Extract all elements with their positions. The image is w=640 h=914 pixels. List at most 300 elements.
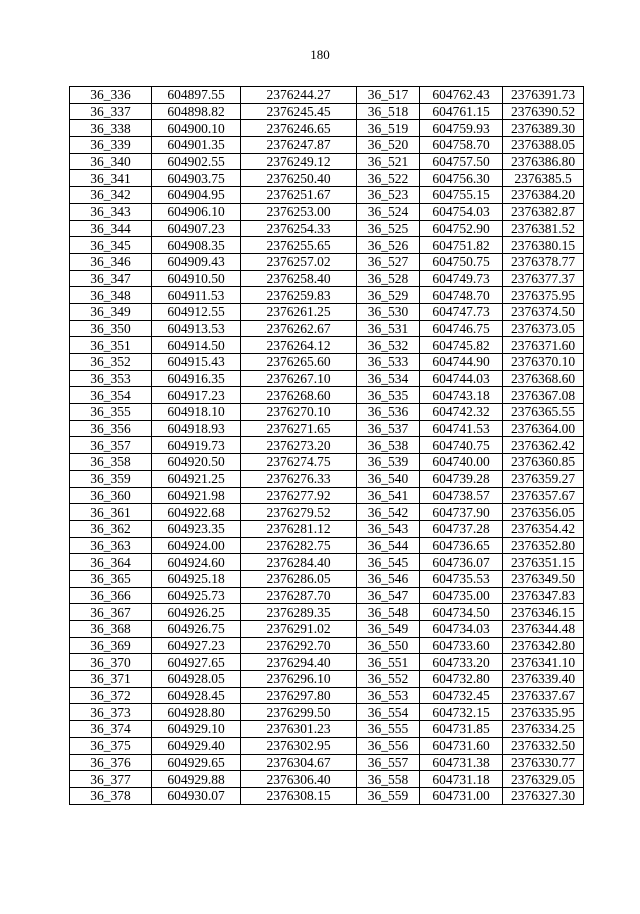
point-id-right-cell: 36_552 <box>357 671 420 688</box>
x-coordinate-cell: 604928.05 <box>152 671 241 688</box>
point-id-cell: 36_374 <box>70 721 152 738</box>
point-id-cell: 36_350 <box>70 320 152 337</box>
table-row <box>70 637 584 654</box>
table-row <box>70 387 584 404</box>
y-coordinate-right-cell: 2376390.52 <box>503 103 584 120</box>
x-coordinate-cell: 604920.50 <box>152 454 241 471</box>
y-coordinate-cell: 2376251.67 <box>241 187 357 204</box>
point-id-right-cell: 36_530 <box>357 303 420 320</box>
y-coordinate-right-cell: 2376373.05 <box>503 320 584 337</box>
table-row <box>70 754 584 771</box>
x-coordinate-cell: 604908.35 <box>152 237 241 254</box>
x-coordinate-cell: 604915.43 <box>152 354 241 371</box>
x-coordinate-cell: 604912.55 <box>152 303 241 320</box>
page-number: 180 <box>310 47 330 62</box>
point-id-right-cell: 36_544 <box>357 537 420 554</box>
y-coordinate-cell: 2376289.35 <box>241 604 357 621</box>
point-id-right-cell: 36_545 <box>357 554 420 571</box>
y-coordinate-right-cell: 2376370.10 <box>503 354 584 371</box>
point-id-right-cell: 36_517 <box>357 87 420 104</box>
y-coordinate-right-cell: 2376378.77 <box>503 253 584 270</box>
y-coordinate-right-cell: 2376381.52 <box>503 220 584 237</box>
table-row <box>70 220 584 237</box>
x-coordinate-right-cell: 604731.85 <box>420 721 503 738</box>
point-id-cell: 36_355 <box>70 404 152 421</box>
table-row <box>70 771 584 788</box>
x-coordinate-right-cell: 604747.73 <box>420 303 503 320</box>
table-row <box>70 537 584 554</box>
point-id-cell: 36_362 <box>70 520 152 537</box>
y-coordinate-right-cell: 2376334.25 <box>503 721 584 738</box>
table-row <box>70 253 584 270</box>
x-coordinate-cell: 604909.43 <box>152 253 241 270</box>
y-coordinate-right-cell: 2376354.42 <box>503 520 584 537</box>
y-coordinate-cell: 2376253.00 <box>241 203 357 220</box>
x-coordinate-right-cell: 604762.43 <box>420 87 503 104</box>
x-coordinate-right-cell: 604740.75 <box>420 437 503 454</box>
y-coordinate-cell: 2376259.83 <box>241 287 357 304</box>
x-coordinate-cell: 604902.55 <box>152 153 241 170</box>
y-coordinate-right-cell: 2376346.15 <box>503 604 584 621</box>
x-coordinate-right-cell: 604737.28 <box>420 520 503 537</box>
y-coordinate-cell: 2376304.67 <box>241 754 357 771</box>
x-coordinate-right-cell: 604733.60 <box>420 637 503 654</box>
table-row <box>70 437 584 454</box>
table-row <box>70 504 584 521</box>
y-coordinate-cell: 2376306.40 <box>241 771 357 788</box>
coordinates-table <box>69 86 584 805</box>
y-coordinate-right-cell: 2376391.73 <box>503 87 584 104</box>
y-coordinate-right-cell: 2376337.67 <box>503 687 584 704</box>
point-id-right-cell: 36_536 <box>357 404 420 421</box>
point-id-cell: 36_339 <box>70 137 152 154</box>
y-coordinate-cell: 2376276.33 <box>241 470 357 487</box>
point-id-right-cell: 36_558 <box>357 771 420 788</box>
y-coordinate-cell: 2376279.52 <box>241 504 357 521</box>
point-id-cell: 36_342 <box>70 187 152 204</box>
y-coordinate-right-cell: 2376362.42 <box>503 437 584 454</box>
x-coordinate-right-cell: 604731.00 <box>420 787 503 804</box>
x-coordinate-right-cell: 604749.73 <box>420 270 503 287</box>
point-id-cell: 36_357 <box>70 437 152 454</box>
x-coordinate-cell: 604904.95 <box>152 187 241 204</box>
point-id-right-cell: 36_519 <box>357 120 420 137</box>
point-id-right-cell: 36_524 <box>357 203 420 220</box>
y-coordinate-right-cell: 2376347.83 <box>503 587 584 604</box>
x-coordinate-cell: 604910.50 <box>152 270 241 287</box>
point-id-right-cell: 36_549 <box>357 621 420 638</box>
y-coordinate-right-cell: 2376388.05 <box>503 137 584 154</box>
x-coordinate-right-cell: 604739.28 <box>420 470 503 487</box>
table-row <box>70 170 584 187</box>
y-coordinate-right-cell: 2376329.05 <box>503 771 584 788</box>
y-coordinate-right-cell: 2376380.15 <box>503 237 584 254</box>
point-id-right-cell: 36_557 <box>357 754 420 771</box>
x-coordinate-right-cell: 604758.70 <box>420 137 503 154</box>
coordinates-table-body <box>70 87 584 805</box>
table-row <box>70 337 584 354</box>
x-coordinate-right-cell: 604731.60 <box>420 737 503 754</box>
point-id-cell: 36_364 <box>70 554 152 571</box>
table-row <box>70 237 584 254</box>
y-coordinate-right-cell: 2376384.20 <box>503 187 584 204</box>
table-row <box>70 153 584 170</box>
point-id-right-cell: 36_518 <box>357 103 420 120</box>
y-coordinate-cell: 2376274.75 <box>241 454 357 471</box>
point-id-cell: 36_361 <box>70 504 152 521</box>
y-coordinate-right-cell: 2376330.77 <box>503 754 584 771</box>
y-coordinate-right-cell: 2376385.5 <box>503 170 584 187</box>
point-id-right-cell: 36_554 <box>357 704 420 721</box>
x-coordinate-cell: 604924.00 <box>152 537 241 554</box>
x-coordinate-cell: 604929.40 <box>152 737 241 754</box>
y-coordinate-right-cell: 2376368.60 <box>503 370 584 387</box>
y-coordinate-cell: 2376268.60 <box>241 387 357 404</box>
x-coordinate-right-cell: 604732.45 <box>420 687 503 704</box>
table-row <box>70 303 584 320</box>
point-id-right-cell: 36_547 <box>357 587 420 604</box>
point-id-right-cell: 36_550 <box>357 637 420 654</box>
y-coordinate-cell: 2376246.65 <box>241 120 357 137</box>
table-row <box>70 137 584 154</box>
y-coordinate-cell: 2376247.87 <box>241 137 357 154</box>
x-coordinate-right-cell: 604742.32 <box>420 404 503 421</box>
y-coordinate-right-cell: 2376371.60 <box>503 337 584 354</box>
table-row <box>70 570 584 587</box>
y-coordinate-cell: 2376245.45 <box>241 103 357 120</box>
y-coordinate-right-cell: 2376349.50 <box>503 570 584 587</box>
point-id-cell: 36_337 <box>70 103 152 120</box>
point-id-cell: 36_354 <box>70 387 152 404</box>
point-id-cell: 36_338 <box>70 120 152 137</box>
x-coordinate-cell: 604918.10 <box>152 404 241 421</box>
x-coordinate-cell: 604925.73 <box>152 587 241 604</box>
x-coordinate-cell: 604925.18 <box>152 570 241 587</box>
x-coordinate-right-cell: 604732.80 <box>420 671 503 688</box>
point-id-cell: 36_344 <box>70 220 152 237</box>
point-id-right-cell: 36_523 <box>357 187 420 204</box>
x-coordinate-cell: 604901.35 <box>152 137 241 154</box>
x-coordinate-cell: 604898.82 <box>152 103 241 120</box>
table-row <box>70 187 584 204</box>
y-coordinate-cell: 2376282.75 <box>241 537 357 554</box>
x-coordinate-right-cell: 604761.15 <box>420 103 503 120</box>
x-coordinate-cell: 604918.93 <box>152 420 241 437</box>
table-row <box>70 487 584 504</box>
table-row <box>70 654 584 671</box>
y-coordinate-cell: 2376273.20 <box>241 437 357 454</box>
table-row <box>70 203 584 220</box>
x-coordinate-cell: 604897.55 <box>152 87 241 104</box>
x-coordinate-right-cell: 604731.18 <box>420 771 503 788</box>
point-id-right-cell: 36_525 <box>357 220 420 237</box>
table-row <box>70 621 584 638</box>
y-coordinate-cell: 2376261.25 <box>241 303 357 320</box>
y-coordinate-right-cell: 2376367.08 <box>503 387 584 404</box>
point-id-right-cell: 36_546 <box>357 570 420 587</box>
y-coordinate-cell: 2376292.70 <box>241 637 357 654</box>
y-coordinate-right-cell: 2376377.37 <box>503 270 584 287</box>
point-id-right-cell: 36_540 <box>357 470 420 487</box>
point-id-cell: 36_360 <box>70 487 152 504</box>
point-id-cell: 36_351 <box>70 337 152 354</box>
point-id-cell: 36_359 <box>70 470 152 487</box>
x-coordinate-right-cell: 604750.75 <box>420 253 503 270</box>
y-coordinate-right-cell: 2376375.95 <box>503 287 584 304</box>
table-row <box>70 787 584 804</box>
table-row <box>70 87 584 104</box>
point-id-cell: 36_371 <box>70 671 152 688</box>
x-coordinate-cell: 604926.75 <box>152 621 241 638</box>
x-coordinate-cell: 604911.53 <box>152 287 241 304</box>
x-coordinate-right-cell: 604751.82 <box>420 237 503 254</box>
point-id-right-cell: 36_553 <box>357 687 420 704</box>
y-coordinate-cell: 2376286.05 <box>241 570 357 587</box>
x-coordinate-right-cell: 604735.53 <box>420 570 503 587</box>
y-coordinate-right-cell: 2376359.27 <box>503 470 584 487</box>
point-id-cell: 36_378 <box>70 787 152 804</box>
point-id-right-cell: 36_542 <box>357 504 420 521</box>
table-row <box>70 737 584 754</box>
y-coordinate-cell: 2376267.10 <box>241 370 357 387</box>
x-coordinate-cell: 604929.65 <box>152 754 241 771</box>
y-coordinate-cell: 2376281.12 <box>241 520 357 537</box>
x-coordinate-cell: 604903.75 <box>152 170 241 187</box>
table-row <box>70 721 584 738</box>
x-coordinate-right-cell: 604748.70 <box>420 287 503 304</box>
point-id-cell: 36_370 <box>70 654 152 671</box>
y-coordinate-right-cell: 2376342.80 <box>503 637 584 654</box>
x-coordinate-right-cell: 604734.03 <box>420 621 503 638</box>
point-id-cell: 36_343 <box>70 203 152 220</box>
point-id-cell: 36_368 <box>70 621 152 638</box>
point-id-cell: 36_376 <box>70 754 152 771</box>
table-row <box>70 704 584 721</box>
x-coordinate-cell: 604917.23 <box>152 387 241 404</box>
point-id-right-cell: 36_555 <box>357 721 420 738</box>
y-coordinate-right-cell: 2376360.85 <box>503 454 584 471</box>
y-coordinate-right-cell: 2376382.87 <box>503 203 584 220</box>
y-coordinate-cell: 2376284.40 <box>241 554 357 571</box>
point-id-right-cell: 36_532 <box>357 337 420 354</box>
x-coordinate-right-cell: 604744.03 <box>420 370 503 387</box>
y-coordinate-right-cell: 2376332.50 <box>503 737 584 754</box>
point-id-cell: 36_377 <box>70 771 152 788</box>
point-id-right-cell: 36_533 <box>357 354 420 371</box>
table-row <box>70 554 584 571</box>
point-id-right-cell: 36_537 <box>357 420 420 437</box>
y-coordinate-cell: 2376271.65 <box>241 420 357 437</box>
point-id-cell: 36_373 <box>70 704 152 721</box>
x-coordinate-cell: 604929.88 <box>152 771 241 788</box>
table-row <box>70 404 584 421</box>
table-row <box>70 454 584 471</box>
x-coordinate-right-cell: 604737.90 <box>420 504 503 521</box>
x-coordinate-right-cell: 604743.18 <box>420 387 503 404</box>
y-coordinate-cell: 2376308.15 <box>241 787 357 804</box>
x-coordinate-cell: 604928.80 <box>152 704 241 721</box>
x-coordinate-right-cell: 604756.30 <box>420 170 503 187</box>
y-coordinate-cell: 2376255.65 <box>241 237 357 254</box>
point-id-right-cell: 36_521 <box>357 153 420 170</box>
y-coordinate-cell: 2376249.12 <box>241 153 357 170</box>
point-id-right-cell: 36_541 <box>357 487 420 504</box>
x-coordinate-right-cell: 604738.57 <box>420 487 503 504</box>
y-coordinate-right-cell: 2376364.00 <box>503 420 584 437</box>
x-coordinate-right-cell: 604746.75 <box>420 320 503 337</box>
x-coordinate-cell: 604927.65 <box>152 654 241 671</box>
point-id-cell: 36_366 <box>70 587 152 604</box>
x-coordinate-right-cell: 604731.38 <box>420 754 503 771</box>
point-id-cell: 36_372 <box>70 687 152 704</box>
x-coordinate-cell: 604913.53 <box>152 320 241 337</box>
point-id-cell: 36_341 <box>70 170 152 187</box>
point-id-right-cell: 36_528 <box>357 270 420 287</box>
x-coordinate-cell: 604914.50 <box>152 337 241 354</box>
table-row <box>70 520 584 537</box>
y-coordinate-cell: 2376287.70 <box>241 587 357 604</box>
point-id-right-cell: 36_538 <box>357 437 420 454</box>
x-coordinate-cell: 604906.10 <box>152 203 241 220</box>
y-coordinate-cell: 2376244.27 <box>241 87 357 104</box>
point-id-cell: 36_367 <box>70 604 152 621</box>
y-coordinate-cell: 2376297.80 <box>241 687 357 704</box>
x-coordinate-right-cell: 604736.07 <box>420 554 503 571</box>
point-id-right-cell: 36_548 <box>357 604 420 621</box>
y-coordinate-right-cell: 2376352.80 <box>503 537 584 554</box>
x-coordinate-right-cell: 604734.50 <box>420 604 503 621</box>
y-coordinate-right-cell: 2376357.67 <box>503 487 584 504</box>
table-row <box>70 470 584 487</box>
point-id-cell: 36_356 <box>70 420 152 437</box>
point-id-right-cell: 36_551 <box>357 654 420 671</box>
y-coordinate-right-cell: 2376351.15 <box>503 554 584 571</box>
y-coordinate-cell: 2376294.40 <box>241 654 357 671</box>
point-id-cell: 36_345 <box>70 237 152 254</box>
x-coordinate-cell: 604921.98 <box>152 487 241 504</box>
x-coordinate-right-cell: 604744.90 <box>420 354 503 371</box>
point-id-right-cell: 36_534 <box>357 370 420 387</box>
point-id-cell: 36_365 <box>70 570 152 587</box>
point-id-right-cell: 36_535 <box>357 387 420 404</box>
x-coordinate-cell: 604907.23 <box>152 220 241 237</box>
x-coordinate-cell: 604921.25 <box>152 470 241 487</box>
y-coordinate-right-cell: 2376365.55 <box>503 404 584 421</box>
point-id-cell: 36_349 <box>70 303 152 320</box>
y-coordinate-right-cell: 2376356.05 <box>503 504 584 521</box>
point-id-cell: 36_346 <box>70 253 152 270</box>
x-coordinate-right-cell: 604754.03 <box>420 203 503 220</box>
y-coordinate-right-cell: 2376341.10 <box>503 654 584 671</box>
point-id-cell: 36_336 <box>70 87 152 104</box>
y-coordinate-right-cell: 2376374.50 <box>503 303 584 320</box>
x-coordinate-right-cell: 604740.00 <box>420 454 503 471</box>
table-row <box>70 587 584 604</box>
table-row <box>70 370 584 387</box>
y-coordinate-right-cell: 2376339.40 <box>503 671 584 688</box>
point-id-cell: 36_352 <box>70 354 152 371</box>
x-coordinate-right-cell: 604736.65 <box>420 537 503 554</box>
x-coordinate-cell: 604929.10 <box>152 721 241 738</box>
x-coordinate-cell: 604927.23 <box>152 637 241 654</box>
point-id-cell: 36_340 <box>70 153 152 170</box>
x-coordinate-cell: 604928.45 <box>152 687 241 704</box>
point-id-right-cell: 36_520 <box>357 137 420 154</box>
x-coordinate-right-cell: 604759.93 <box>420 120 503 137</box>
x-coordinate-cell: 604924.60 <box>152 554 241 571</box>
y-coordinate-right-cell: 2376335.95 <box>503 704 584 721</box>
x-coordinate-right-cell: 604735.00 <box>420 587 503 604</box>
x-coordinate-cell: 604930.07 <box>152 787 241 804</box>
table-row <box>70 671 584 688</box>
table-row <box>70 320 584 337</box>
point-id-cell: 36_353 <box>70 370 152 387</box>
table-row <box>70 604 584 621</box>
table-row <box>70 270 584 287</box>
y-coordinate-cell: 2376257.02 <box>241 253 357 270</box>
point-id-right-cell: 36_556 <box>357 737 420 754</box>
x-coordinate-cell: 604900.10 <box>152 120 241 137</box>
point-id-right-cell: 36_527 <box>357 253 420 270</box>
y-coordinate-cell: 2376301.23 <box>241 721 357 738</box>
x-coordinate-cell: 604922.68 <box>152 504 241 521</box>
point-id-cell: 36_375 <box>70 737 152 754</box>
x-coordinate-cell: 604916.35 <box>152 370 241 387</box>
point-id-cell: 36_369 <box>70 637 152 654</box>
table-row <box>70 103 584 120</box>
y-coordinate-cell: 2376277.92 <box>241 487 357 504</box>
table-row <box>70 420 584 437</box>
point-id-cell: 36_347 <box>70 270 152 287</box>
x-coordinate-right-cell: 604752.90 <box>420 220 503 237</box>
x-coordinate-cell: 604923.35 <box>152 520 241 537</box>
table-row <box>70 120 584 137</box>
x-coordinate-right-cell: 604741.53 <box>420 420 503 437</box>
table-row <box>70 354 584 371</box>
point-id-right-cell: 36_531 <box>357 320 420 337</box>
y-coordinate-right-cell: 2376389.30 <box>503 120 584 137</box>
point-id-cell: 36_358 <box>70 454 152 471</box>
y-coordinate-right-cell: 2376327.30 <box>503 787 584 804</box>
x-coordinate-right-cell: 604757.50 <box>420 153 503 170</box>
x-coordinate-right-cell: 604733.20 <box>420 654 503 671</box>
y-coordinate-cell: 2376270.10 <box>241 404 357 421</box>
y-coordinate-cell: 2376296.10 <box>241 671 357 688</box>
point-id-cell: 36_348 <box>70 287 152 304</box>
point-id-right-cell: 36_543 <box>357 520 420 537</box>
y-coordinate-cell: 2376254.33 <box>241 220 357 237</box>
y-coordinate-right-cell: 2376344.48 <box>503 621 584 638</box>
point-id-right-cell: 36_559 <box>357 787 420 804</box>
y-coordinate-cell: 2376262.67 <box>241 320 357 337</box>
y-coordinate-cell: 2376299.50 <box>241 704 357 721</box>
y-coordinate-cell: 2376302.95 <box>241 737 357 754</box>
y-coordinate-right-cell: 2376386.80 <box>503 153 584 170</box>
table-row <box>70 687 584 704</box>
table-row <box>70 287 584 304</box>
x-coordinate-cell: 604919.73 <box>152 437 241 454</box>
x-coordinate-cell: 604926.25 <box>152 604 241 621</box>
y-coordinate-cell: 2376258.40 <box>241 270 357 287</box>
point-id-right-cell: 36_526 <box>357 237 420 254</box>
y-coordinate-cell: 2376291.02 <box>241 621 357 638</box>
y-coordinate-cell: 2376264.12 <box>241 337 357 354</box>
point-id-right-cell: 36_529 <box>357 287 420 304</box>
y-coordinate-cell: 2376265.60 <box>241 354 357 371</box>
point-id-right-cell: 36_539 <box>357 454 420 471</box>
y-coordinate-cell: 2376250.40 <box>241 170 357 187</box>
x-coordinate-right-cell: 604745.82 <box>420 337 503 354</box>
